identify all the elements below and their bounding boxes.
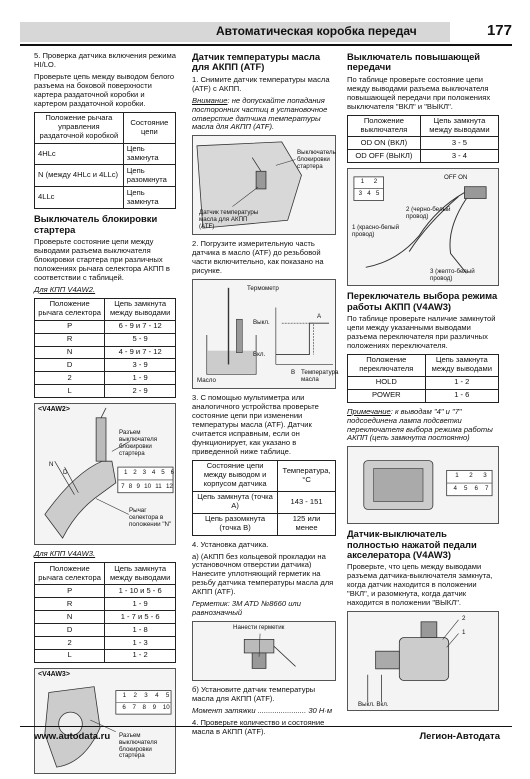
pin: 4 (453, 485, 457, 493)
pin: 2 (373, 178, 378, 186)
table-row (35, 624, 176, 637)
point-b-label: B (291, 369, 296, 377)
label-d: D (63, 469, 68, 477)
table-cell: R (35, 598, 105, 611)
pin: 3 (483, 472, 487, 480)
page-title: Автоматическая коробка передач (216, 24, 417, 38)
pin: 2 (133, 469, 137, 477)
pin: 12 (165, 483, 173, 491)
pin: 3 (358, 190, 363, 198)
table-row (193, 513, 336, 535)
table-cell: 1 - 6 (425, 389, 498, 402)
connector-pins-top (119, 693, 173, 700)
v4aw3-figure (34, 668, 176, 774)
connector-pins-bottom (356, 191, 382, 198)
oil-label: Масло (197, 377, 216, 385)
table-cell: 1 - 7 и 5 - 6 (105, 611, 176, 624)
table-header: Цепь замкнута между выводами (105, 563, 176, 585)
table-row (35, 611, 176, 624)
oil-test-figure (192, 279, 339, 389)
table-header: Температура, °C (278, 460, 336, 491)
table-cell: 2 (35, 372, 105, 385)
pin: 6 (122, 703, 126, 711)
pin: 8 (128, 483, 133, 491)
table-row (35, 385, 176, 398)
sealant-figure (192, 621, 336, 681)
connector-pins-bottom (119, 484, 175, 491)
mode-switch-figure (347, 446, 499, 524)
figure-tag: <V4AW2> (38, 406, 70, 414)
pin: 1 (360, 178, 365, 186)
pin: 10 (162, 703, 170, 711)
table-header: Положение выключателя (348, 115, 421, 137)
table-row (348, 376, 499, 389)
table-cell: N (между 4HLc и 4LLc) (35, 165, 124, 187)
step-4c: 4. Проверьте количество и состояние масла в АКПП (ATF). (192, 718, 325, 736)
section-heading: Датчик-выключатель полностью нажатой педали акселератора (V4AW3) (347, 528, 477, 561)
table-cell: 143 - 151 (278, 491, 336, 513)
pin: 1 (455, 472, 459, 480)
wire-1-label: 1 (красно-белый провод) (352, 224, 400, 239)
table-cell: Цепь замкнута (точка A) (193, 491, 278, 513)
connector-pins-top (356, 179, 382, 186)
label-n: N (49, 461, 54, 469)
section-intro: Проверьте, что цепь между выводами разъема датчика-выключателя замкнута, когда датчик находится в положении "ВКЛ", и разомкнута, когда датчик находится в положении "ВЫКЛ". (347, 562, 493, 608)
connector-pins-top (121, 470, 177, 477)
table-header: Цепь замкнута между выводами (425, 354, 498, 376)
pin: 5 (165, 691, 170, 699)
connector-pins-bottom (450, 486, 492, 493)
atf-sensor-figure (192, 135, 336, 235)
point-a-label: A (317, 313, 322, 321)
connector-pins-bottom (119, 705, 173, 712)
table-cell: 1 - 3 (105, 637, 176, 650)
hilo-table (34, 112, 176, 210)
pin: 4 (367, 190, 371, 198)
pin: 7 (121, 483, 125, 491)
table-cell: 1 - 8 (105, 624, 176, 637)
pin: 6 (474, 485, 478, 493)
pin: 5 (375, 190, 380, 198)
pin: 6 (170, 469, 175, 477)
pin: 10 (144, 483, 152, 491)
pin: 7 (132, 703, 136, 711)
pin: 8 (142, 703, 146, 711)
table-header: Состояние цепи между выводом и корпусом датчика (193, 460, 278, 491)
step-1: 1. Снимите датчик температуры масла (ATF) с АКПП. (192, 74, 330, 93)
table-cell: L (35, 649, 105, 662)
table-row (35, 372, 176, 385)
table-row (35, 637, 176, 650)
table-cell: 5 - 9 (105, 333, 176, 346)
note-text: : к выводам "4" и "7" подсоединена лампа подсветки переключателя выбора режима работы АКПП (цепь замкнута постоянно) (347, 406, 493, 443)
step-4a: а) (АКПП без кольцевой прокладки на установочном отверстии датчика) Нанесите уплотняющий герметик на резьбу датчика температуры масла для АКПП (ATF). (192, 551, 334, 597)
table-cell: P (35, 585, 105, 598)
table-row (348, 150, 499, 163)
table-cell: 3 - 4 (420, 150, 498, 163)
table-cell: D (35, 359, 105, 372)
table-cell: 1 - 10 и 5 - 6 (105, 585, 176, 598)
table-cell: 1 - 2 (425, 376, 498, 389)
table-cell: N (35, 346, 105, 359)
v4aw2-table (34, 298, 176, 399)
table-cell: POWER (348, 389, 426, 402)
connector-label: Разъем выключателя блокировки стартера (119, 731, 158, 760)
torque-spec: Момент затяжки ....................... 30 Н·м (192, 706, 333, 716)
section-heading: Выключатель повышающей передачи (347, 51, 481, 73)
v4aw3-table (34, 562, 176, 663)
starter-switch-label: Выключатель блокировки стартера (297, 149, 336, 171)
section-heading: Переключатель выбора режима работы АКПП (V4AW3) (347, 290, 498, 312)
table-cell: 2 - 9 (105, 385, 176, 398)
table-cell: R (35, 333, 105, 346)
kickdown-drawing (348, 612, 498, 710)
table-cell: HOLD (348, 376, 426, 389)
warning-word: Внимание (192, 95, 228, 105)
table-header: Положение рычага селектора (35, 298, 105, 320)
v4aw2-figure (34, 403, 176, 545)
table-header: Цепь замкнута между выводами (105, 298, 176, 320)
table-cell: 1 - 9 (105, 372, 176, 385)
table-cell: 4HLc (35, 143, 124, 165)
label-1: 1 (462, 629, 466, 637)
warning (192, 97, 336, 133)
pin: 2 (133, 691, 137, 699)
footer-publisher: Легион-Автодата (419, 731, 500, 742)
figure-tag: <V4AW3> (38, 670, 70, 678)
pin: 7 (485, 485, 489, 493)
table-row (35, 333, 176, 346)
sealant-label: Нанести герметик (233, 624, 285, 632)
column-1 (34, 52, 176, 779)
pin: 9 (136, 483, 140, 491)
temperature-table (192, 460, 336, 536)
pin: 5 (464, 485, 468, 493)
table-cell: Цепь разомкнута (123, 165, 175, 187)
table-row (35, 187, 176, 209)
table-header: Положение переключателя (348, 354, 426, 376)
thermometer-label: Термометр (247, 285, 279, 293)
section-intro: По таблице проверьте состояние цепи между выводами разъема выключателя повышающей передачи при положениях выключателя "ВКЛ" и "ВЫКЛ". (347, 74, 491, 111)
table-row (348, 389, 499, 402)
pin: 2 (469, 472, 473, 480)
table-row (193, 491, 336, 513)
footer-rule (20, 726, 512, 727)
note (347, 408, 499, 444)
pin: 1 (123, 469, 128, 477)
table-row (35, 585, 176, 598)
table-row (35, 165, 176, 187)
table-cell: L (35, 385, 105, 398)
page-number: 177 (486, 22, 512, 39)
table-header: Состояние цепи (123, 112, 175, 143)
table-cell: 4 - 9 и 7 - 12 (105, 346, 176, 359)
table-row (35, 598, 176, 611)
pin: 11 (155, 483, 162, 491)
pin: 3 (144, 691, 148, 699)
table-caption: Для КПП V4AW3. (34, 549, 96, 559)
kickdown-figure (347, 611, 499, 711)
table-cell: 1 - 2 (105, 649, 176, 662)
temperature-label: Температура масла (301, 369, 339, 384)
pin: 5 (161, 469, 165, 477)
step-4: 4. Установка датчика. (192, 539, 269, 549)
step-2: 2. Погрузите измерительную часть датчика в масло (ATF) до резьбовой части включительно, как показано на рисунке. (192, 239, 324, 276)
table-cell: Цепь разомкнута (точка B) (193, 513, 278, 535)
table-cell: 4LLc (35, 187, 124, 209)
mode-switch-table (347, 354, 499, 403)
table-cell: 6 - 9 и 7 - 12 (105, 320, 176, 333)
column-2 (192, 51, 339, 740)
overdrive-table (347, 115, 499, 164)
table-row (35, 346, 176, 359)
table-cell: OD ON (ВКЛ) (348, 137, 421, 150)
table-row (35, 649, 176, 662)
lever-label: Рычаг селектора в положении "N" (129, 507, 172, 528)
table-cell: OD OFF (ВЫКЛ) (348, 150, 421, 163)
table-header: Положение рычага селектора (35, 563, 105, 585)
step-5-title: 5. Проверка датчика включения режима HI/LO. (34, 51, 176, 69)
section-heading: Датчик температуры масла для АКПП (ATF) (192, 51, 321, 73)
off-on-label: OFF ON (444, 174, 468, 182)
pin: 4 (151, 469, 156, 477)
wire-2-label: 2 (черно-белый провод) (406, 206, 451, 221)
table-cell: N (35, 611, 105, 624)
column-3 (347, 52, 499, 716)
section-intro: Проверьте состояние цепи между выводами разъема выключателя блокировки стартера при различных положениях рычага селектора АКПП в соответствии с таблицей. (34, 236, 170, 282)
table-cell: 1 - 9 (105, 598, 176, 611)
pin: 1 (122, 691, 127, 699)
on-label: Вкл. (253, 351, 266, 359)
overdrive-figure (347, 168, 499, 286)
table-row (348, 137, 499, 150)
page-header (20, 18, 512, 46)
wire-3-label: 3 (желто-белый провод) (430, 268, 475, 283)
note-word: Примечание (347, 406, 391, 416)
step-4b: б) Установите датчик температуры масла для АКПП (ATF). (192, 685, 316, 704)
table-row (35, 359, 176, 372)
table-row (35, 143, 176, 165)
table-cell: D (35, 624, 105, 637)
footer-website[interactable]: www.autodata.ru (34, 731, 111, 742)
table-header: Положение рычага управления раздаточной коробкой (35, 112, 124, 143)
table-header: Цепь замкнута между выводами (420, 115, 498, 137)
table-cell: Цепь замкнута (123, 143, 175, 165)
table-cell: Цепь замкнута (123, 187, 175, 209)
atf-sensor-label: Датчик температуры масла для АКПП (ATF) (199, 209, 259, 231)
label-2: 2 (462, 615, 466, 623)
step-3: 3. С помощью мультиметра или аналогичного устройства проверьте состояние цепи при изменении температуры масла (ATF). Датчик считается исправным, если он функционирует, как указано в приведенной ниже таблице. (192, 393, 319, 456)
off-label: Выкл. (253, 319, 270, 327)
section-heading: Выключатель блокировки стартера (34, 213, 158, 235)
table-cell: P (35, 320, 105, 333)
pin: 9 (152, 703, 157, 711)
sealant-note: Герметик: 3M ATD №8660 или равнозначный (192, 599, 301, 618)
connector-pins-top (450, 473, 492, 480)
table-cell: 3 - 5 (420, 137, 498, 150)
warning-text: : не допускайте попадания посторонних частиц в установочное отверстие датчика температуры масла для АКПП (ATF). (192, 95, 328, 132)
state-label: Выкл. Вкл. (358, 701, 389, 709)
pin: 3 (142, 469, 147, 477)
table-cell: 3 - 9 (105, 359, 176, 372)
table-cell: 2 (35, 637, 105, 650)
step-5-detail: Проверьте цепь между выводом белого разъема на боковой поверхности картера раздаточной коробки и картером раздаточной коробки. (34, 71, 175, 108)
pin: 4 (155, 691, 159, 699)
table-row (35, 320, 176, 333)
table-cell: 125 или менее (278, 513, 336, 535)
table-caption: Для КПП V4AW2. (34, 284, 96, 294)
connector-label: Разъем выключателя блокировки стартера (119, 429, 158, 457)
section-intro: По таблице проверьте наличие замкнутой цепи между указанными выводами разъема переключателя при различных положениях переключателя. (347, 314, 496, 350)
